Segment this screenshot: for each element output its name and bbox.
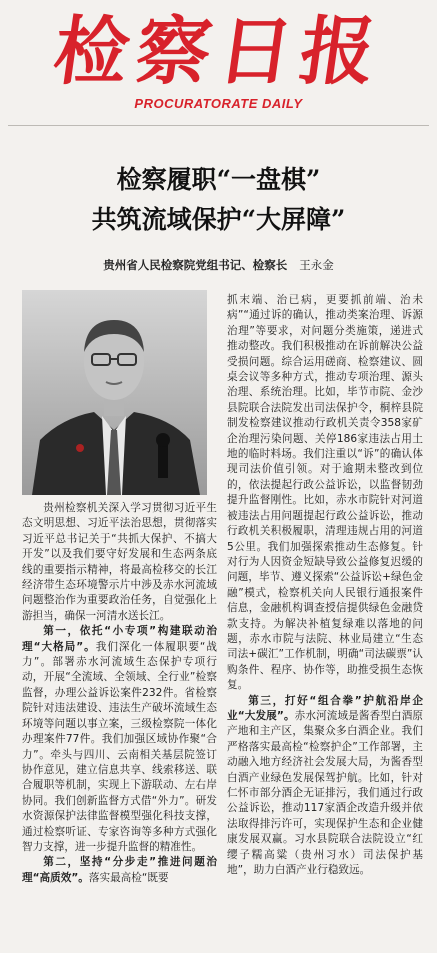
author-photo — [22, 290, 207, 495]
headline-line-2: 共筑流域保护“大屏障” — [91, 205, 346, 234]
section-heading: 第一，依托“小专项”构建联动治理“大格局”。 — [22, 625, 217, 653]
byline-author: 王永金 — [299, 258, 334, 272]
masthead-divider — [8, 125, 429, 126]
article-column-left — [22, 501, 217, 886]
paragraph: 第三，打好“组合拳”护航沿岸企业“大发展”。赤水河流域是酱香型白酒原产地和主产区，集聚众多白酒企业。我们严格落实最高检“检察护企”工作部署，主动融入地方经济社会发展大局，为酱香型白酒产业绿色发展保驾护航。比如，针对仁怀市部分酒企无证排污，我们通过行政公益诉讼，推动117家酒企改造升级并依法取得排污许可，实现保护生态和企业健康发展双赢。习水县院联合法院设立“红缨子糯高粱（贵州习水）司法保护基地”，助力白酒产业行稳致远。 — [227, 694, 423, 877]
paragraph: 第一，依托“小专项”构建联动治理“大格局”。我们深化一体履职要“战力”。部署赤水河流域生态保护专项行动，开展“全流域、全领域、全行业”检察监督，办理公益诉讼案件232件。省检察院针对违法建设、违法生产破坏流域生态环境等问题以事立案，三级检察院一体化办理案件77件。我们加强区域协作聚“合力”。牵头与四川、云南相关基层院签订协作意见，建立信息共享、线索移送、联合履职等机制，实现上下游联动、左右岸协同。我们创新监督方式借“外力”。研发水资源保护法律监督模型强化科技支撑，通过检察听证、专家咨询等多种方式强化智力支撑，进一步提升监督的精准性。 — [22, 625, 217, 853]
headline-line-1: 检察履职“一盘棋” — [116, 165, 321, 194]
masthead — [0, 6, 437, 118]
paragraph: 第二，坚持“分步走”推进问题治理“高质效”。落实最高检“既要 — [22, 856, 217, 884]
paragraph: 抓末端、治已病，更要抓前端、治未病”“通过诉的确认，推动类案治理、诉源治理”等要求，对问题分类施策，递进式推动整改。我们积极推动在诉前解决公益受损问题。综合运用磋商、检察建议、圆桌会议等多种方式，推动专项治理、源头治理、系统治理。比如，毕节市院、金沙县院联合法院发出司法保护令，桐梓县院制发检察建议推动行政机关责令358家矿企治理污染问题、关停186家违法占用土地的临时料场。我们注重以“诉”的确认体现司法价值引领。对于逾期未整改到位的，依法提起行政公益诉讼，以监督韧劲提升监督刚性。比如，赤水市院针对河道被违法占用问题提起行政公益诉讼，推动行政机关积极履职，清理违规占用的河道5公里。我们加强探索推动生态修复。针对行为人因资金短缺导致公益修复迟缓的问题，毕节、遵义探索“公益诉讼+绿色金融”模式，检察机关向人民银行通报案件信息，金融机构调查授信提供绿色金融贷款支持。为解决补植复绿难以落地的问题，赤水市院与法院、林业局建立“生态司法+碳汇”工作机制，明确“司法碳票”认购条件、程序、协作等，助推受损生态恢复。 — [227, 294, 423, 692]
portrait-image — [22, 290, 207, 495]
byline — [0, 257, 437, 273]
article-column-right — [227, 293, 423, 878]
article-headline — [0, 160, 437, 240]
masthead-subtitle: PROCURATORATE DAILY — [134, 96, 303, 111]
section-heading: 第三，打好“组合拳”护航沿岸企业“大发展”。 — [227, 694, 423, 722]
byline-org: 贵州省人民检察院党组书记、检察长 — [103, 258, 288, 272]
paragraph: 贵州检察机关深入学习贯彻习近平生态文明思想、习近平法治思想，贯彻落实习近平总书记关于“共抓大保护、不搞大开发”以及我们要守好发展和生态两条底线的重要指示精神，将最高检移交的长江经济带生态环境警示片中涉及赤水河流域问题整治作为重要政治任务，自觉强化上游担当，确保一河清水送长江。 — [22, 502, 217, 622]
section-heading: 第二，坚持“分步走”推进问题治理“高质效”。 — [22, 856, 217, 884]
masthead-title: 检察日报 — [48, 9, 389, 95]
